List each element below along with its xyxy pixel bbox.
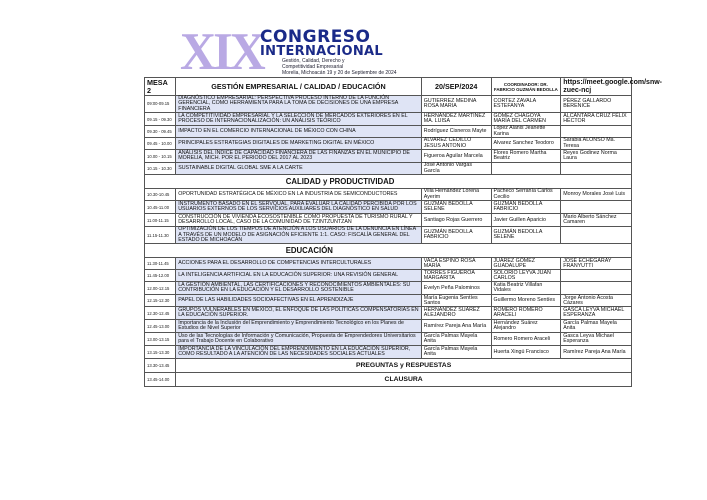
- author-1: José Antonio Vargas García: [421, 163, 491, 175]
- author-2: Guillermo Moreno Sentíes: [491, 295, 561, 307]
- talk-title: Importancia de la Inclusión del Emprendimiento y Emprendimiento Tecnológico en los Planes de Estudios de Nivel Superior: [176, 320, 422, 333]
- time-cell: 10.45-11.00: [145, 201, 176, 214]
- author-2: Huerta Xingú Francisco: [491, 346, 561, 359]
- author-2: JUÁREZ GÓMEZ GUADALUPE: [491, 258, 561, 270]
- table-row: [145, 201, 632, 214]
- author-2: Flores Romero Martha Beatriz: [491, 150, 561, 163]
- time-cell: 13.00-13.15: [145, 333, 176, 346]
- time-cell: 09.15 - 09.30: [145, 113, 176, 126]
- time-cell: 10.00 - 10.15: [145, 150, 176, 163]
- author-2: Hernández Suárez Alejandro: [491, 320, 561, 333]
- author-1: GUZMÁN BEDOLLA FABRICIO: [421, 227, 491, 244]
- author-3: García Palmas Mayela Anita: [561, 320, 632, 333]
- author-1: Rodríguez Cisneros Mayte: [421, 126, 491, 138]
- congress-title-block: [260, 29, 397, 76]
- talk-title: OPORTUNIDAD ESTRATÉGICA DE MÉXICO EN LA INDUSTRIA DE SEMICONDUCTORES: [176, 189, 422, 201]
- author-2: CORTEZ ZAVALA ESTEFANYA: [491, 96, 561, 113]
- talk-title: INSTRUMENTO BASADO EN EL SERVQUAL, PARA EVALUAR LA CALIDAD PERCIBIDA POR LOS USUARIOS EXTERNOS DE LOS SERVICIOS AUXILIARES DEL DIAGNÓSTICO EN SALUD: [176, 201, 422, 214]
- closing-time: 13.30-13.45: [145, 359, 176, 373]
- author-1: Santiago Rojas Guerrero: [421, 214, 491, 227]
- author-1: María Eugenia Sentíes Santos: [421, 295, 491, 307]
- table-row: [145, 346, 632, 359]
- author-1: HERNÁNDEZ MARTÍNEZ MA. LUISA: [421, 113, 491, 126]
- time-cell: 11.00-11.15: [145, 214, 176, 227]
- author-3: ALCÁNTARA CRUZ FÉLIX HÉCTOR: [561, 113, 632, 126]
- author-3: JOSÉ ECHEGARAY FRANYUTTI: [561, 258, 632, 270]
- table-row: [145, 150, 632, 163]
- talk-title: OPTIMIZACIÓN DE LOS TIEMPOS DE ATENCIÓN A LOS USUARIOS DE LA DENUNCIA EN LÍNEA A TRAVÉS DE UN MODELO DE ASIGNACIÓN EFICIENTE 1:1. CASO: FISCALÍA GENERAL DEL ESTADO DE MICHOACÁN: [176, 227, 422, 244]
- author-1: VACA ESPINO ROSA MARÍA: [421, 258, 491, 270]
- author-3: Gasca Leyva Michael Esperanza: [561, 333, 632, 346]
- time-cell: 12.30-12.45: [145, 307, 176, 320]
- talk-title: ACCIONES PARA EL DESARROLLO DE COMPETENCIAS INTERCULTURALES: [176, 258, 422, 270]
- talk-title: Uso de las Tecnologías de Información y Comunicación, Propuesta de Emprendedores Universitarios para el Trabajo Docente en Colaborativo: [176, 333, 422, 346]
- author-2: López Alanis Jeanette Karina: [491, 126, 561, 138]
- author-1: ALVAREZ CEDILLO JESUS ANTONIO: [421, 138, 491, 150]
- talk-title: GRUPOS VULNERABLES EN MÉXICO, EL ENFOQUE DE LAS POLÍTICAS COMPENSATORIAS EN LA EDUCACIÓN SUPERIOR.: [176, 307, 422, 320]
- table-row: [145, 163, 632, 175]
- coordinator-label: COORDINADOR: DR. FABRICIO GUZMÁN BEDOLLA: [491, 78, 561, 96]
- author-1: HERNANDEZ SUAREZ ALEJANDRO: [421, 307, 491, 320]
- author-2: Pacheco Serranía Carlos Cecilio: [491, 189, 561, 201]
- time-cell: 10.30-10.45: [145, 189, 176, 201]
- author-3: [561, 163, 632, 175]
- talk-title: ANÁLISIS DEL ÍNDICE DE CAPACIDAD FINANCIERA DE LAS FINANZAS EN EL MUNICIPIO DE MORELIA, MICH. POR EL PERIODO DEL 2017 AL 2023: [176, 150, 422, 163]
- section-row: [145, 175, 632, 189]
- table-row: [145, 113, 632, 126]
- table-row: [145, 126, 632, 138]
- banner-subtitle-line3: Morelia, Michoacán 19 y 20 de Septiembre de 2024: [282, 70, 397, 76]
- closing-row: [145, 359, 632, 373]
- author-3: [561, 282, 632, 295]
- table-row: [145, 138, 632, 150]
- time-cell: 12.00-12.15: [145, 282, 176, 295]
- author-3: PÉREZ GALLARDO BERENICE: [561, 96, 632, 113]
- time-cell: 09.30 - 09.45: [145, 126, 176, 138]
- author-2: SOLORIO LEYVA JUAN CARLOS: [491, 270, 561, 282]
- time-cell: 12.15-12.30: [145, 295, 176, 307]
- meet-link[interactable]: https://meet.google.com/snw-zuec-ncj: [561, 78, 632, 96]
- talk-title: PAPEL DE LAS HABILIDADES SOCIOAFECTIVAS EN EL APRENDIZAJE: [176, 295, 422, 307]
- header-row: [145, 78, 632, 96]
- table-row: [145, 214, 632, 227]
- time-cell: 09.45 - 10.00: [145, 138, 176, 150]
- table-row: [145, 295, 632, 307]
- author-2: GUZMÁN BEDOLLA SELENE: [491, 227, 561, 244]
- schedule-body: [145, 77, 663, 387]
- table-row: [145, 96, 632, 113]
- talk-title: LA GESTIÓN AMBIENTAL, LAS CERTIFICACIONES Y RECONOCIMIENTOS AMBIENTALES: SU CONTRIBUCIÓN EN LA EDUCACIÓN Y EL DESARROLLO SOSTENIBLE: [176, 282, 422, 295]
- author-3: GASCA LEYVA MICHAEL ESPERANZA: [561, 307, 632, 320]
- closing-time: 13.45-14.00: [145, 373, 176, 387]
- table-row: [145, 189, 632, 201]
- closing-row: [145, 373, 632, 387]
- section-heading: CALIDAD y PRODUCTIVIDAD: [176, 175, 632, 189]
- talk-title: IMPACTO EN EL COMERCIO INTERNACIONAL DE MÉXICO CON CHINA: [176, 126, 422, 138]
- table-row: [145, 282, 632, 295]
- talk-title: LA INTELIGENCIA ARTIFICIAL EN LA EDUCACIÓN SUPERIOR: UNA REVISIÓN GENERAL: [176, 270, 422, 282]
- schedule-table: [144, 77, 663, 387]
- author-1: GUZMÁN BEDOLLA SELENE: [421, 201, 491, 214]
- time-cell: 11.45-12.00: [145, 270, 176, 282]
- time-cell: 12.45-13.00: [145, 320, 176, 333]
- section-time-cell: [145, 244, 176, 258]
- talk-title: DIAGNÓSTICO EMPRESARIAL: PERSPECTIVA PROCESO INTERNO DE LA FUNCIÓN GERENCIAL, COMO HERRAMIENTA PARA LA TOMA DE DECISIONES DE UNA EMPRESA FINANCIERA: [176, 96, 422, 113]
- closing-label: CLAUSURA: [176, 373, 632, 387]
- author-2: Katia Beatriz Villafan Vidales: [491, 282, 561, 295]
- section-heading: EDUCACIÓN: [176, 244, 632, 258]
- section-time-cell: [145, 175, 176, 189]
- time-cell: 09:00-09.15: [145, 96, 176, 113]
- author-3: [561, 227, 632, 244]
- author-3: Jorge Antonio Acosta Cázares: [561, 295, 632, 307]
- congress-banner: [180, 21, 420, 81]
- table-row: [145, 258, 632, 270]
- talk-title: IMPORTANCIA DE LA VINCULACIÓN DEL EMPRENDIMIENTO EN LA EDUCACIÓN SUPERIOR, COMO RESULTADO A LA ATENCIÓN DE LAS NECESIDADES SOCIALES ACTUALES: [176, 346, 422, 359]
- author-1: García Palmas Mayela Anita: [421, 346, 491, 359]
- author-1: GUTIERREZ MEDINA ROSA MARIA: [421, 96, 491, 113]
- banner-title-line2: INTERNACIONAL: [260, 44, 383, 59]
- author-1: García Palmas Mayela Anita: [421, 333, 491, 346]
- author-3: [561, 201, 632, 214]
- author-3: Ramírez Pareja Ana María: [561, 346, 632, 359]
- author-3: Reyes Godinez Norma Laura: [561, 150, 632, 163]
- mesa-label: MESA 2: [145, 78, 176, 96]
- author-1: Evelyn Peña Palominos: [421, 282, 491, 295]
- banner-title-line1: CONGRESO: [260, 27, 371, 47]
- author-1: Ramírez Pareja Ana María: [421, 320, 491, 333]
- author-3: [561, 270, 632, 282]
- author-1: TORRES FIGUEROA MARGARITA: [421, 270, 491, 282]
- author-3: Mario Alberto Sánchez Camaren: [561, 214, 632, 227]
- banner-subtitle-line2: Competitividad Empresarial: [282, 64, 344, 70]
- author-2: GÓMEZ CHAGOYA MARÍA DEL CARMEN: [491, 113, 561, 126]
- author-2: Romero Romero Araceli: [491, 333, 561, 346]
- banner-subtitle-line1: Gestión, Calidad, Derecho y: [282, 58, 345, 64]
- table-row: [145, 270, 632, 282]
- talk-title: SUSTAINABLE DIGITAL GLOBAL SME A LA CARTE: [176, 163, 422, 175]
- date-label: 20/SEP/2024: [421, 78, 491, 96]
- author-2: Javier Guillen Aparicio: [491, 214, 561, 227]
- author-3: Monroy Morales José Luis: [561, 189, 632, 201]
- author-2: ROMERO ROMERO ARACELI: [491, 307, 561, 320]
- roman-numeral-logo: XIX: [180, 21, 263, 81]
- closing-label: PREGUNTAS y RESPUESTAS: [176, 359, 632, 373]
- section-row: [145, 244, 632, 258]
- table-row: [145, 227, 632, 244]
- talk-title: CONSTRUCCIÓN DE VIVIENDA ECOSOSTENIBLE COMO PROPUESTA DE TURISMO RURAL Y DESARROLLO LOCAL, CASO DE LA COMUNIDAD DE TZINTZUNTZAN: [176, 214, 422, 227]
- time-cell: 11.30-11.45: [145, 258, 176, 270]
- author-2: [491, 163, 561, 175]
- talk-title: PRINCIPALES ESTRATEGIAS DIGITALES DE MARKETING DIGITAL EN MÉXICO: [176, 138, 422, 150]
- author-1: Figueroa Aguilar Marcela: [421, 150, 491, 163]
- table-row: [145, 307, 632, 320]
- author-1: Villa Hernández Lorena Ayerim: [421, 189, 491, 201]
- table-row: [145, 320, 632, 333]
- theme-label: GESTIÓN EMPRESARIAL / CALIDAD / EDUCACIÓN: [176, 78, 422, 96]
- time-cell: 10.15 - 10.30: [145, 163, 176, 175]
- author-3: Sarabia ALONSO Ma. Teresa: [561, 138, 632, 150]
- table-row: [145, 333, 632, 346]
- author-2: GUZMÁN BEDOLLA FABRICIO: [491, 201, 561, 214]
- talk-title: LA COMPETITIVIDAD EMPRESARIAL Y LA SELECCIÓN DE MERCADOS EXTERIORES EN EL PROCESO DE INTERNACIONALIZACIÓN: UN ANÁLISIS TEÓRICO: [176, 113, 422, 126]
- author-2: Alvarez Sanchez Teodoro: [491, 138, 561, 150]
- time-cell: 13.15-13.30: [145, 346, 176, 359]
- time-cell: 11.15-11.30: [145, 227, 176, 244]
- author-3: [561, 126, 632, 138]
